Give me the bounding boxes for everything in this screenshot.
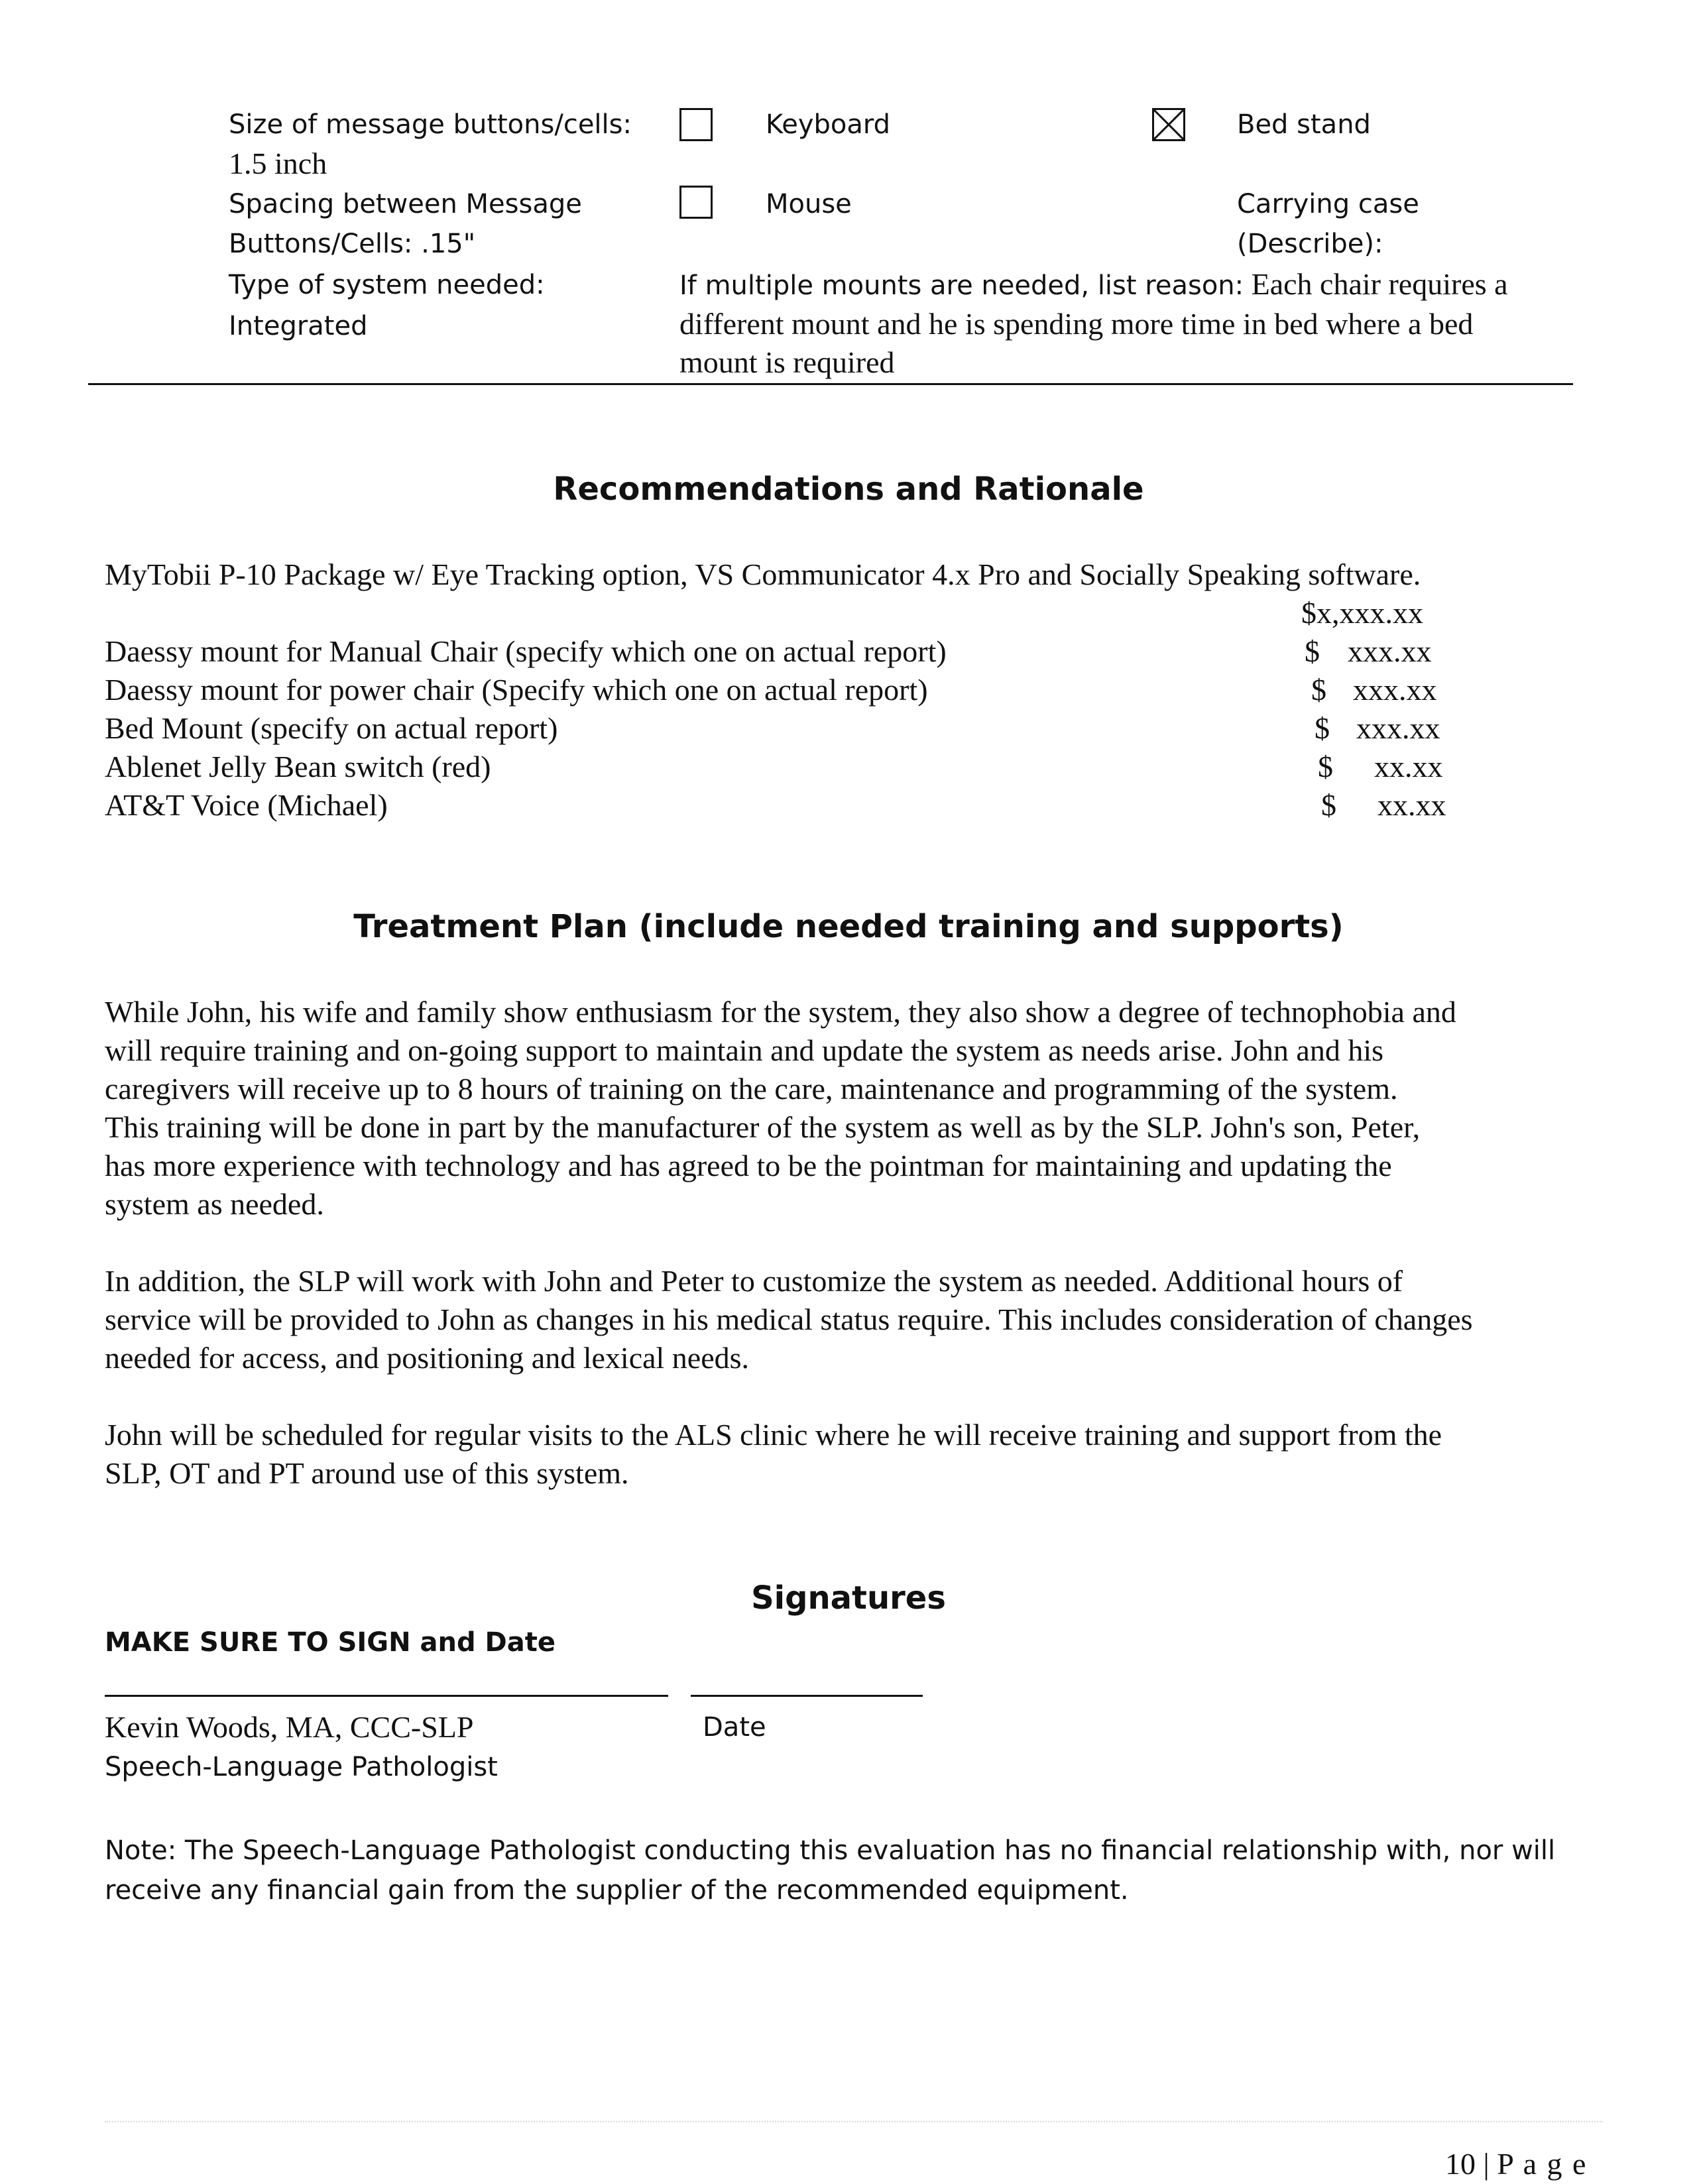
price-item-name: Daessy mount for Manual Chair (specify which one on actual report) [105,634,947,668]
signatures-heading: Signatures [751,1580,946,1617]
multiple-mounts-line [679,265,1508,306]
multiple-mounts-label: If multiple mounts are needed, list reason: [679,270,1244,301]
paragraph-line: caregivers will receive up to 8 hours of training on the care, maintenance and programming of the system. [105,1072,1398,1106]
multiple-mounts-reason-end: mount is required [679,345,895,379]
system-type-label: Type of system needed: [229,270,545,300]
price-item-name: Daessy mount for power chair (Specify which one on actual report) [105,673,928,707]
footer-divider [105,2121,1603,2124]
carrying-case-label: Carrying case [1237,189,1419,219]
paragraph-line: While John, his wife and family show enthusiasm for the system, they also show a degree of technophobia and [105,995,1456,1029]
price-amount: xx.xx [1374,750,1443,783]
price-amount: xx.xx [1377,788,1446,822]
multiple-mounts-reason-start: Each chair requires a [1244,267,1508,301]
note-line: Note: The Speech-Language Pathologist conducting this evaluation has no financial relationship with, nor will [105,1835,1556,1866]
price-item-name: AT&T Voice (Michael) [105,788,388,822]
page-footer [1445,2144,1587,2184]
section-divider [88,383,1573,385]
paragraph-line: needed for access, and positioning and lexical needs. [105,1341,750,1375]
signer-name [105,1707,473,1747]
paragraph-line: will require training and on-going support to maintain and update the system as needs arise. John and his [105,1033,1384,1067]
price-dollar: $ [1318,750,1333,783]
size-value: 1.5 inch [229,146,327,180]
package-line: MyTobii P-10 Package w/ Eye Tracking option, VS Communicator 4.x Pro and Socially Speaking software. [105,557,1421,591]
price-amount: xxx.xx [1356,711,1440,745]
price-row [105,748,1464,786]
recommendations-heading: Recommendations and Rationale [553,471,1144,508]
checked-x-icon [1152,108,1185,141]
multiple-mounts-reason-cont: different mount and he is spending more time in bed where a bed [679,307,1474,341]
bed-stand-label: Bed stand [1237,109,1371,140]
keyboard-label: Keyboard [766,109,891,140]
mouse-checkbox[interactable] [679,186,713,219]
price-dollar: $ [1305,634,1320,668]
package-price: $x,xxx.xx [1301,596,1423,630]
price-amount: xxx.xx [1348,634,1432,668]
mouse-label: Mouse [766,189,852,219]
price-row [105,632,1464,671]
paragraph-line: John will be scheduled for regular visits to the ALS clinic where he will receive training and support from the [105,1418,1442,1452]
price-item-name: Ablenet Jelly Bean switch (red) [105,750,491,783]
price-row [105,786,1464,825]
price-dollar: $ [1315,711,1330,745]
paragraph-line: system as needed. [105,1187,324,1221]
system-type-value: Integrated [229,311,368,341]
page-word: P a g e [1497,2147,1588,2181]
treatment-heading: Treatment Plan (include needed training and supports) [353,908,1344,945]
note-line: receive any financial gain from the supplier of the recommended equipment. [105,1875,1129,1906]
price-row [105,709,1464,748]
paragraph-line: service will be provided to John as changes in his medical status require. This includes consideration of changes [105,1302,1473,1336]
spacing-value: Buttons/Cells: .15" [229,229,476,259]
date-label: Date [703,1712,766,1743]
bed-stand-checkbox[interactable] [1152,108,1185,141]
treatment-paragraph-1 [105,993,1456,1224]
size-label: Size of message buttons/cells: [229,109,632,140]
treatment-paragraph-2 [105,1262,1473,1377]
carrying-case-describe: (Describe): [1237,229,1383,259]
price-dollar: $ [1321,788,1336,822]
page-number: 10 [1445,2147,1476,2181]
signer-name-text: Kevin Woods, MA, CCC-SLP [105,1710,474,1744]
price-dollar: $ [1311,673,1326,707]
paragraph-line: In addition, the SLP will work with John and Peter to customize the system as needed. Additional hours of [105,1264,1403,1298]
paragraph-line: This training will be done in part by the manufacturer of the system as well as by the SLP. John's son, Peter, [105,1110,1421,1144]
price-row [105,671,1464,709]
price-item-name: Bed Mount (specify on actual report) [105,711,558,745]
treatment-paragraph-3 [105,1416,1442,1493]
date-line [691,1695,923,1697]
price-amount: xxx.xx [1353,673,1437,707]
signer-title: Speech-Language Pathologist [105,1752,498,1782]
page-separator: | [1483,2147,1497,2181]
paragraph-line: SLP, OT and PT around use of this system. [105,1456,629,1490]
keyboard-checkbox[interactable] [679,108,713,141]
paragraph-line: has more experience with technology and has agreed to be the pointman for maintaining and updating the [105,1149,1392,1182]
sign-instruction: MAKE SURE TO SIGN and Date [105,1627,556,1658]
signature-line [105,1695,668,1697]
spacing-label: Spacing between Message [229,189,582,219]
